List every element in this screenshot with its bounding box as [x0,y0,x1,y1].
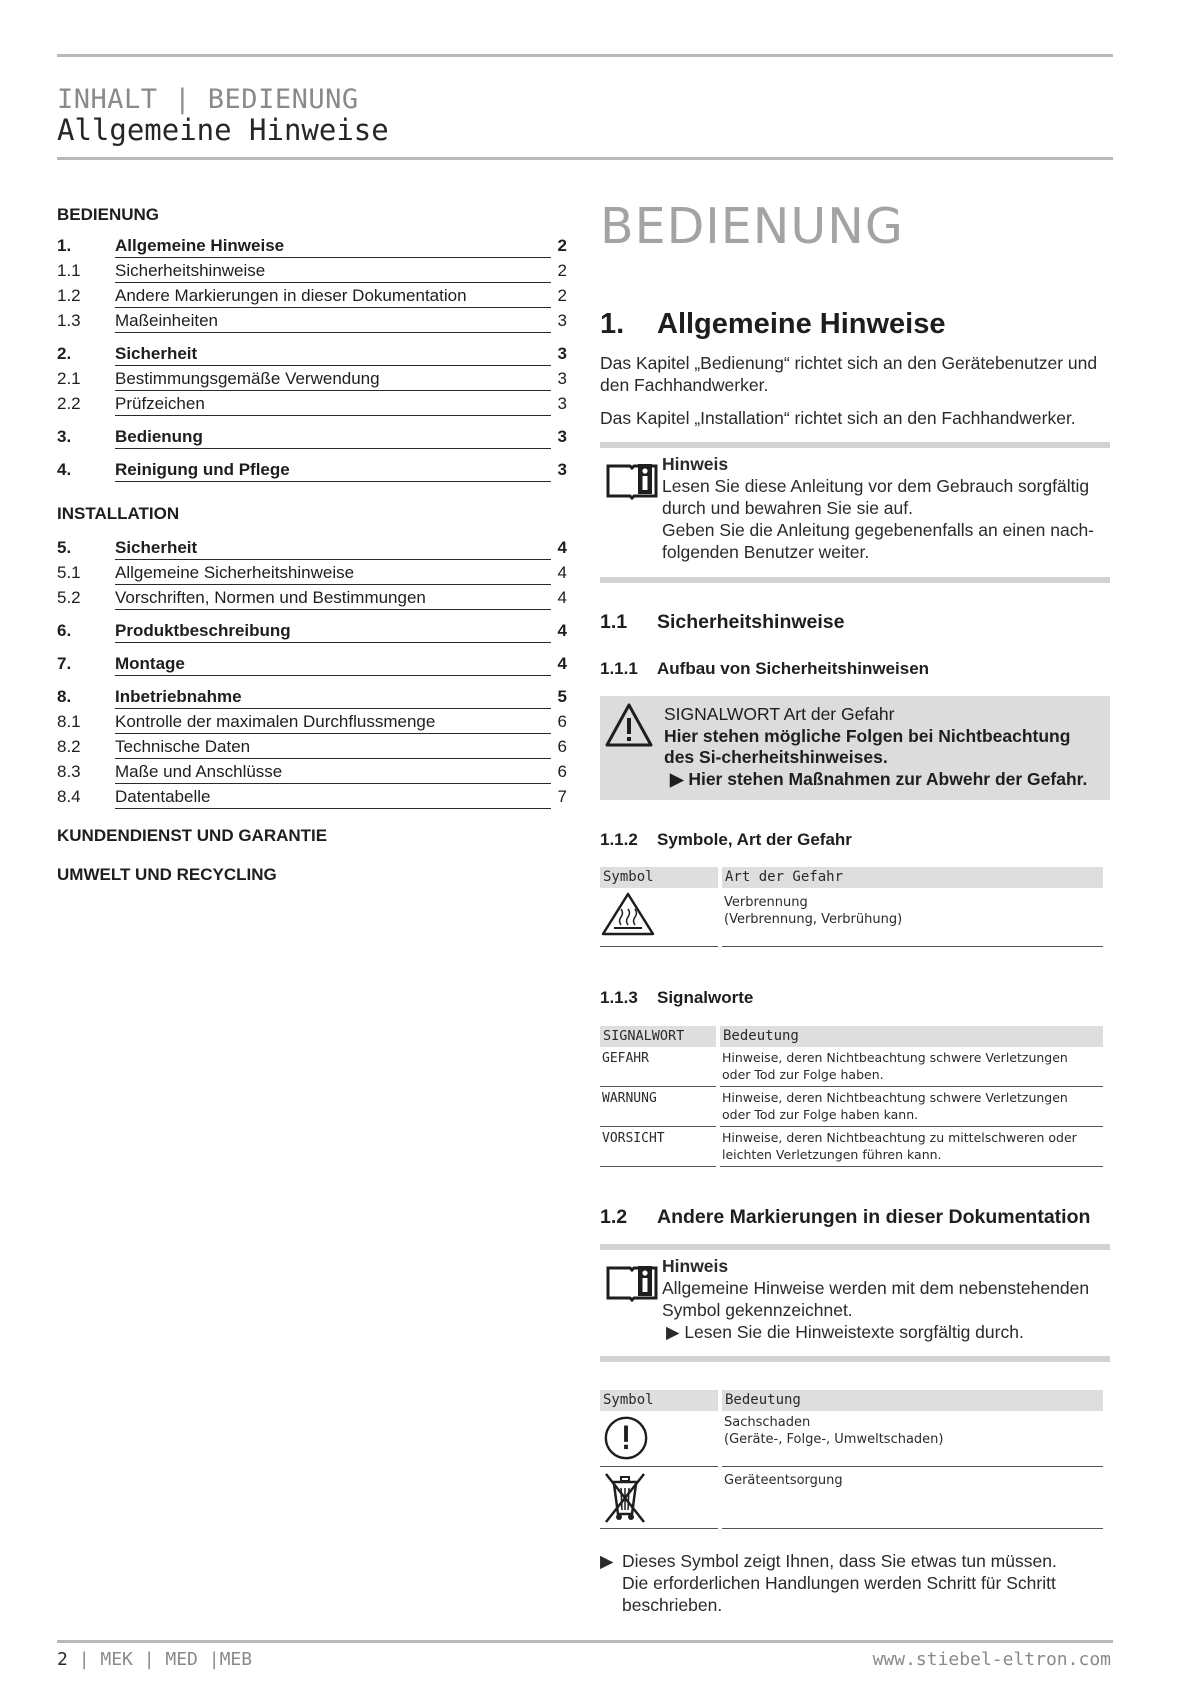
footer-page-info [57,1649,252,1670]
table-rule [720,1166,1103,1167]
toc-entry-label: Vorschriften, Normen und Bestimmungen [115,588,430,608]
signal-word: GEFAHR [602,1051,649,1066]
toc-entry-label: Sicherheit [115,344,201,364]
hint-text-1: Lesen Sie diese Anleitung vor dem Gebrauch sorgfältig durch und bewahren Sie sie auf. [662,476,1090,518]
toc-entry-label: Andere Markierungen in dieser Dokumentation [115,286,471,306]
table-rule [600,1166,716,1167]
toc-heading-installation: INSTALLATION [57,504,180,523]
signal-meaning-line-2: leichten Verletzungen führen kann. [722,1147,942,1162]
disposal-bin-icon [600,1470,650,1524]
section-1-2-heading [600,1206,1090,1229]
toc-entry-page: 6 [557,712,567,731]
toc-leader-line [115,344,551,366]
marks-table-header-symbol: Symbol [600,1390,718,1411]
info-book-icon [604,460,660,500]
action-arrow-icon: ▶ [666,1322,685,1342]
toc-leader-line [115,563,551,585]
toc-heading-umwelt: UMWELT UND RECYCLING [57,865,277,884]
toc-entry[interactable] [57,460,567,484]
signal-table-header-word: SIGNALWORT [600,1026,716,1047]
toc-entry-label: Bestimmungsgemäße Verwendung [115,369,384,389]
signal-meaning-line-1: Hinweise, deren Nichtbeachtung schwere Verletzungen [722,1050,1068,1065]
section-number: 1.2 [600,1206,628,1228]
toc-entry-label: Technische Daten [115,737,254,757]
action-instruction [600,1550,1100,1616]
toc-entry[interactable] [57,762,567,786]
section-1-1-2-heading [600,830,852,850]
toc-entry-number: 8.1 [57,712,81,731]
toc-entry[interactable] [57,712,567,736]
toc-entry-page: 3 [557,394,567,413]
hint-action [662,1321,1107,1343]
warning-consequence: Hier stehen mögliche Folgen bei Nichtbeachtung des Si-cherheitshinweises. [664,725,1071,767]
toc-entry[interactable] [57,369,567,393]
toc-entry-label: Sicherheitshinweise [115,261,269,281]
toc-entry-page: 4 [557,538,567,557]
toc-entry[interactable] [57,286,567,310]
toc-entry[interactable] [57,737,567,761]
warning-action-text: Hier stehen Maßnahmen zur Abwehr der Gefahr. [688,768,1088,789]
signal-meaning-line-2: oder Tod zur Folge haben. [722,1067,884,1082]
toc-entry-label: Produktbeschreibung [115,621,295,641]
toc-entry-number: 1.1 [57,261,81,280]
toc-leader-line [115,737,551,759]
toc-entry[interactable] [57,621,567,645]
toc-entry-page: 4 [557,563,567,582]
signal-meaning-line-2: oder Tod zur Folge haben kann. [722,1107,919,1122]
toc-entry-number: 5. [57,538,72,557]
toc-entry-page: 4 [557,654,567,673]
toc-entry[interactable] [57,311,567,335]
toc-entry-label: Kontrolle der maximalen Durchflussmenge [115,712,439,732]
toc-leader-line [115,460,551,482]
warning-action [664,769,1104,791]
info-book-icon [604,1262,660,1302]
page-number: 2 [57,1649,68,1670]
table-rule [722,946,1103,947]
signal-meaning-line-1: Hinweise, deren Nichtbeachtung zu mittelschweren oder [722,1130,1077,1145]
marks-row2-text-1: Geräteentsorgung [724,1473,843,1488]
toc-entry-label: Reinigung und Pflege [115,460,294,480]
hot-surface-icon [600,892,656,936]
toc-entry-number: 6. [57,621,72,640]
table-rule [720,1126,1103,1127]
table-rule [600,1126,716,1127]
toc-entry[interactable] [57,394,567,418]
toc-entry[interactable] [57,344,567,368]
action-text-2: Die erforderlichen Handlungen werden Schritt für Schritt beschrieben. [622,1573,1056,1615]
chapter-title: BEDIENUNG [600,198,904,255]
marks-table-header-meaning: Bedeutung [722,1390,1103,1411]
toc-entry-page: 3 [557,311,567,330]
intro-paragraph-2: Das Kapitel „Installation“ richtet sich an den Fachhandwerker. [600,408,1076,428]
toc-entry-number: 8.3 [57,762,81,781]
toc-entry[interactable] [57,787,567,811]
section-1-1-heading [600,611,845,634]
symbol-table-header-symbol: Symbol [600,867,718,888]
toc-entry-number: 8.2 [57,737,81,756]
toc-entry-number: 1. [57,236,72,255]
toc-leader-line [115,687,551,709]
section-number: 1.1.3 [600,988,638,1007]
toc-leader-line [115,394,551,416]
toc-leader-line [115,236,551,258]
toc-heading-bedienung: BEDIENUNG [57,205,160,224]
action-text-1: Dieses Symbol zeigt Ihnen, dass Sie etwas tun müssen. [622,1551,1057,1571]
marks-row1-text-1: Sachschaden [724,1415,811,1430]
toc-entry-label: Datentabelle [115,787,214,807]
footer-url: www.stiebel-eltron.com [872,1649,1111,1670]
symbol-table-header-art: Art der Gefahr [722,867,1103,888]
section-title: Signalworte [657,988,754,1007]
toc-entry-page: 2 [557,286,567,305]
toc-entry[interactable] [57,261,567,285]
table-rule [722,1466,1103,1467]
toc-entry-label: Bedienung [115,427,207,447]
toc-leader-line [115,762,551,784]
toc-entry-page: 4 [557,621,567,640]
marks-row1-text-2: (Geräte-, Folge-, Umweltschaden) [724,1432,944,1447]
hint-box-1 [600,442,1110,583]
section-1-heading [600,308,946,341]
toc-entry-label: Allgemeine Hinweise [115,236,288,256]
toc-entry[interactable] [57,236,567,260]
toc-entry-number: 2. [57,344,72,363]
toc-leader-line [115,712,551,734]
toc-leader-line [115,538,551,560]
table-rule [600,1528,718,1529]
table-rule [600,1466,718,1467]
section-title: Aufbau von Sicherheitshinweisen [657,659,930,678]
header-section: INHALT | BEDIENUNG [57,84,359,115]
toc-entry-number: 7. [57,654,72,673]
section-title: Andere Markierungen in dieser Dokumentation [657,1206,1091,1228]
toc-leader-line [115,588,551,610]
toc-entry-page: 3 [557,427,567,446]
toc-leader-line [115,654,551,676]
toc-entry-page: 3 [557,460,567,479]
toc-entry[interactable] [57,538,567,562]
signal-table-header-meaning: Bedeutung [720,1026,1103,1047]
section-title: Allgemeine Hinweise [657,308,946,340]
toc-entry-label: Inbetriebnahme [115,687,246,707]
section-number: 1.1.1 [600,659,638,678]
toc-entry-number: 4. [57,460,72,479]
action-arrow-icon: ▶ [670,768,689,789]
toc-entry[interactable] [57,654,567,678]
toc-entry-page: 6 [557,737,567,756]
toc-entry[interactable] [57,687,567,711]
hint-text-2: Geben Sie die Anleitung gegebenenfalls an einen nach-folgenden Benutzer weiter. [662,520,1095,562]
toc-entry-label: Allgemeine Sicherheitshinweise [115,563,358,583]
toc-leader-line [115,427,551,449]
toc-entry-page: 3 [557,344,567,363]
symbol-row-text-2: (Verbrennung, Verbrühung) [724,912,903,927]
toc-entry-number: 8. [57,687,72,706]
material-damage-icon [602,1414,650,1462]
section-title: Sicherheitshinweise [657,611,845,633]
header-bottom-rule [57,157,1113,160]
hint-box-2 [600,1244,1110,1362]
hint-text-1: Allgemeine Hinweise werden mit dem nebenstehenden Symbol gekennzeichnet. [662,1278,1090,1320]
warning-signal: SIGNALWORT Art der Gefahr [664,704,895,724]
intro-paragraph-1: Das Kapitel „Bedienung“ richtet sich an den Gerätebenutzer und den Fachhandwerker. [600,353,1098,395]
section-title: Symbole, Art der Gefahr [657,830,852,849]
toc-entry-label: Sicherheit [115,538,201,558]
toc-leader-line [115,369,551,391]
symbol-row-text-1: Verbrennung [724,895,808,910]
footer-rule [57,1640,1113,1643]
toc-leader-line [115,261,551,283]
table-rule [600,1086,716,1087]
toc-entry-number: 1.2 [57,286,81,305]
footer-models: | MEK | MED |MEB [78,1649,253,1670]
section-1-1-1-heading [600,659,929,679]
toc-entry-label: Maße und Anschlüsse [115,762,286,782]
toc-leader-line [115,311,551,333]
toc-entry-label: Maßeinheiten [115,311,222,331]
toc-entry[interactable] [57,588,567,612]
toc-entry-number: 5.1 [57,563,81,582]
table-rule [720,1086,1103,1087]
toc-entry-number: 2.2 [57,394,81,413]
toc-heading-kundendienst: KUNDENDIENST UND GARANTIE [57,826,328,845]
toc-entry-page: 6 [557,762,567,781]
toc-entry[interactable] [57,427,567,451]
toc-entry-page: 2 [557,261,567,280]
toc-entry-number: 2.1 [57,369,81,388]
toc-leader-line [115,787,551,809]
signal-word: VORSICHT [602,1131,665,1146]
toc-entry[interactable] [57,563,567,587]
section-1-1-3-heading [600,988,753,1008]
signal-word: WARNUNG [602,1091,657,1106]
toc-leader-line [115,621,551,643]
hint-title: Hinweis [662,454,729,474]
toc-entry-page: 2 [557,236,567,255]
header-top-rule [57,54,1113,57]
table-rule [600,946,718,947]
section-number: 1.1.2 [600,830,638,849]
toc-entry-number: 3. [57,427,72,446]
hint-action-text: Lesen Sie die Hinweistexte sorgfältig durch. [684,1322,1024,1342]
signal-meaning-line-1: Hinweise, deren Nichtbeachtung schwere Verletzungen [722,1090,1068,1105]
toc-entry-label: Prüfzeichen [115,394,209,414]
table-rule [722,1528,1103,1529]
section-number: 1. [600,308,625,340]
toc-entry-page: 5 [557,687,567,706]
toc-leader-line [115,286,551,308]
toc-entry-page: 4 [557,588,567,607]
warning-triangle-icon [604,702,654,748]
toc-entry-number: 5.2 [57,588,81,607]
header-title: Allgemeine Hinweise [57,113,389,147]
action-arrow-icon: ▶ [600,1551,614,1571]
hint-title: Hinweis [662,1256,729,1276]
toc-entry-page: 7 [557,787,567,806]
toc-entry-number: 8.4 [57,787,81,806]
toc-entry-page: 3 [557,369,567,388]
warning-box [600,696,1110,800]
toc-entry-number: 1.3 [57,311,81,330]
toc-entry-label: Montage [115,654,189,674]
section-number: 1.1 [600,611,628,633]
